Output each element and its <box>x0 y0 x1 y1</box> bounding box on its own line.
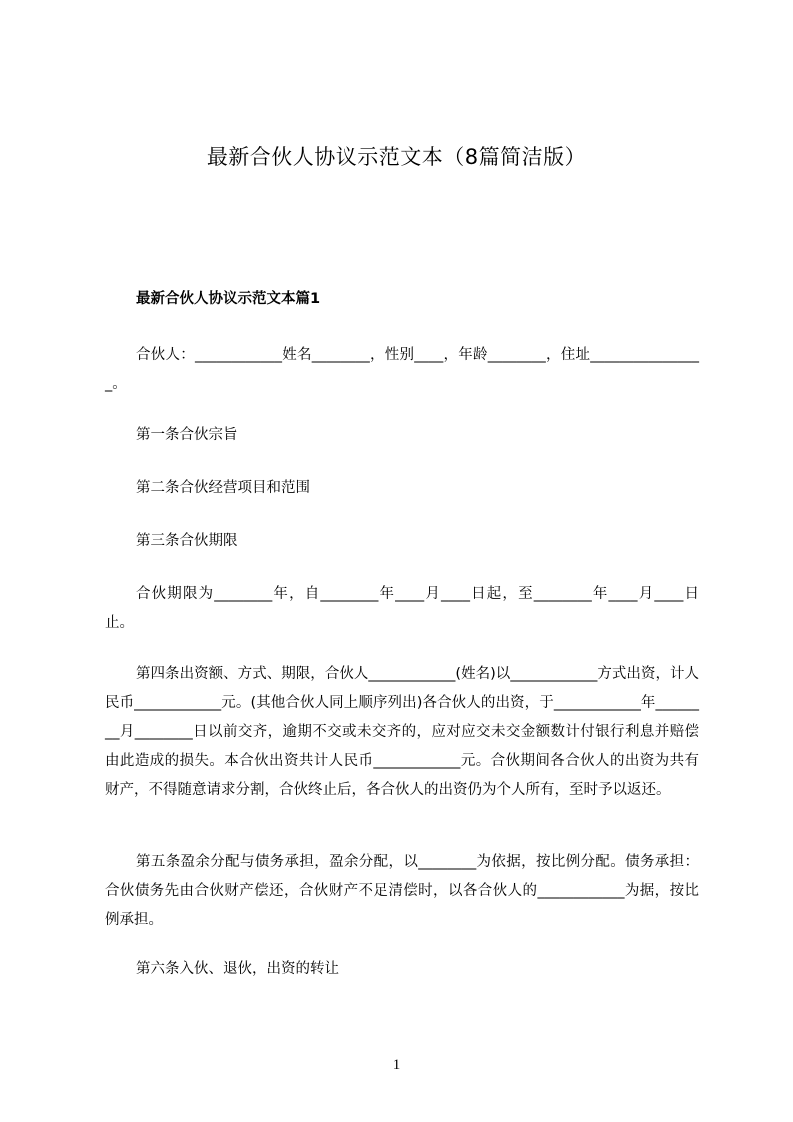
partnership-term-paragraph: 合伙期限为________年，自________年____月____日起，至________年____月____日止。 <box>105 586 699 631</box>
document-title: 最新合伙人协议示范文本（8篇简洁版） <box>206 145 587 169</box>
partner-info-paragraph: 合伙人：____________姓名________，性别____，年龄________，住址________________。 <box>105 347 699 392</box>
article-6-heading: 第六条入伙、退伙，出资的转让 <box>136 961 339 977</box>
article-3-heading: 第三条合伙期限 <box>136 533 238 549</box>
page-number: 1 <box>392 1057 401 1073</box>
article-5-paragraph: 第五条盈余分配与债务承担，盈余分配，以________为依据，按比例分配。债务承担：合伙债务先由合伙财产偿还，合伙财产不足清偿时，以各合伙人的____________为据，按比例承担。 <box>105 854 699 928</box>
article-2-heading: 第二条合伙经营项目和范围 <box>136 480 310 496</box>
section-heading: 最新合伙人协议示范文本篇1 <box>136 291 321 307</box>
article-1-heading: 第一条合伙宗旨 <box>136 427 238 443</box>
article-4-paragraph: 第四条出资额、方式、期限，合伙人____________(姓名)以____________方式出资，计人民币____________元。(其他合伙人同上顺序列出)各合伙人的出资，于____________年________月________日以前交齐，逾期不交或未交齐的，应对应交未交金额数计付银行利息并赔偿由此造成的损失。本合伙出资共计人民币____________元。合伙期间各合伙人的出资为共有财产，不得随意请求分割，合伙终止后，各合伙人的出资仍为个人所有，至时予以返还。 <box>105 666 699 798</box>
